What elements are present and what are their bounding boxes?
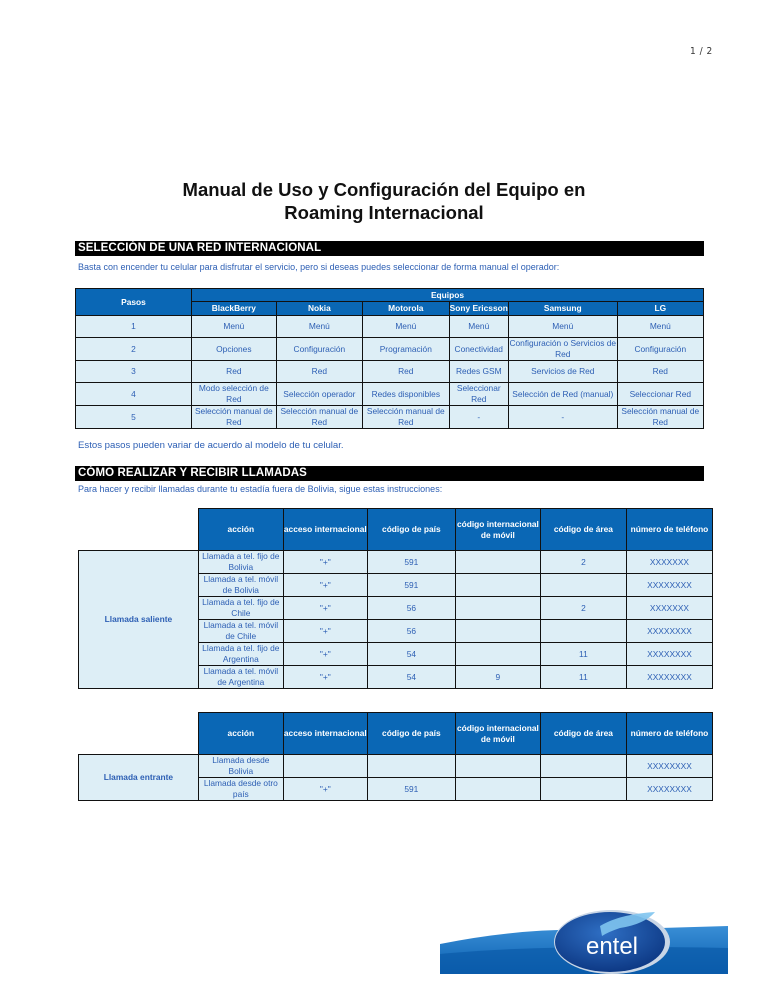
area-cell	[540, 778, 626, 801]
table-row	[76, 316, 704, 338]
title-line-1: Manual de Uso y Configuración del Equipo en	[182, 179, 586, 200]
header-brand: Sony Ericsson	[449, 302, 508, 316]
header-pais: código de país	[367, 713, 455, 755]
pais-cell: 591	[367, 551, 455, 574]
header-acceso: acceso internacional	[283, 509, 367, 551]
pais-cell: 591	[367, 574, 455, 597]
accion-cell: Llamada a tel. móvil de Argentina	[198, 666, 283, 689]
table-cell: Configuración	[617, 338, 703, 361]
acceso-cell: "+"	[283, 666, 367, 689]
acceso-cell: "+"	[283, 574, 367, 597]
table-cell: Selección operador	[276, 383, 362, 406]
table-cell: Selección manual de Red	[276, 406, 362, 429]
pais-cell: 591	[367, 778, 455, 801]
table-cell: Configuración o Servicios de Red	[509, 338, 617, 359]
incoming-calls-table	[78, 712, 713, 801]
table-cell: Menú	[276, 316, 362, 338]
pais-cell: 54	[367, 643, 455, 666]
step-number: 2	[76, 338, 192, 361]
accion-cell: Llamada a tel. fijo de Chile	[198, 597, 283, 620]
table-cell: Conectividad	[449, 338, 508, 361]
table-cell: -	[449, 406, 508, 429]
table-cell: Selección manual de Red	[363, 406, 449, 429]
header-numero: número de teléfono	[626, 509, 712, 551]
table-cell: Red	[617, 361, 703, 383]
table-cell: Menú	[192, 316, 277, 338]
outgoing-calls-table	[78, 508, 713, 689]
table-cell: -	[508, 406, 617, 429]
area-cell	[540, 574, 626, 597]
acceso-cell: "+"	[283, 643, 367, 666]
movil-cell	[455, 643, 540, 666]
section-intro-network: Basta con encender tu celular para disfrutar el servicio, pero si deseas puedes seleccionar de forma manual el operador:	[78, 262, 560, 272]
movil-cell	[455, 551, 540, 574]
movil-cell	[455, 755, 540, 778]
section-heading-calls: CÓMO REALIZAR Y RECIBIR LLAMADAS	[75, 466, 704, 481]
table-row	[79, 551, 713, 574]
table-row	[76, 338, 704, 361]
step-number: 3	[76, 361, 192, 383]
page-number: 1 / 2	[690, 46, 713, 57]
table-row	[79, 755, 713, 778]
table-cell: Redes GSM	[449, 361, 508, 383]
numero-cell: XXXXXXXX	[626, 755, 712, 778]
table-cell: Servicios de Red	[508, 361, 617, 383]
pais-cell: 56	[367, 620, 455, 643]
table-cell: Menú	[508, 316, 617, 338]
numero-cell: XXXXXXX	[626, 551, 712, 574]
header-brand: Motorola	[363, 302, 449, 316]
numero-cell: XXXXXXX	[626, 597, 712, 620]
entel-logo-banner	[440, 908, 728, 974]
header-movil: código internacional de móvil	[455, 509, 540, 551]
document-title	[130, 178, 638, 224]
area-cell: 11	[540, 666, 626, 689]
table-row	[76, 406, 704, 429]
header-accion: acción	[198, 713, 283, 755]
table-cell: Opciones	[192, 338, 277, 361]
accion-cell: Llamada a tel. móvil de Bolivia	[198, 574, 283, 597]
acceso-cell: "+"	[283, 778, 367, 801]
accion-cell: Llamada a tel. fijo de Bolivia	[198, 551, 283, 574]
accion-cell: Llamada a tel. móvil de Chile	[198, 620, 283, 643]
movil-cell	[455, 778, 540, 801]
numero-cell: XXXXXXXX	[626, 574, 712, 597]
accion-cell: Llamada a tel. fijo de Argentina	[198, 643, 283, 666]
area-cell: 2	[540, 597, 626, 620]
empty-corner	[79, 509, 199, 551]
header-brand: Nokia	[276, 302, 362, 316]
header-brand: LG	[617, 302, 703, 316]
acceso-cell: "+"	[283, 597, 367, 620]
header-pasos: Pasos	[76, 289, 192, 316]
area-cell	[540, 755, 626, 778]
table-cell: Red	[363, 361, 449, 383]
acceso-cell: "+"	[283, 620, 367, 643]
section-heading-network: SELECCIÓN DE UNA RED INTERNACIONAL	[75, 241, 704, 256]
header-brand: Samsung	[508, 302, 617, 316]
steps-note: Estos pasos pueden variar de acuerdo al modelo de tu celular.	[78, 440, 344, 451]
numero-cell: XXXXXXXX	[626, 778, 712, 801]
title-line-2: Roaming Internacional	[284, 202, 484, 223]
accion-cell: Llamada desde otro país	[198, 778, 283, 801]
movil-cell	[455, 574, 540, 597]
step-number: 1	[76, 316, 192, 338]
step-number: 5	[76, 406, 192, 429]
numero-cell: XXXXXXXX	[626, 666, 712, 689]
table-cell: Menú	[617, 316, 703, 338]
svg-text:entel: entel	[585, 933, 639, 960]
empty-corner	[79, 713, 199, 755]
numero-cell: XXXXXXXX	[626, 620, 712, 643]
pais-cell	[367, 755, 455, 778]
table-cell: Redes disponibles	[363, 383, 449, 406]
table-cell: Selección manual de Red	[617, 406, 703, 429]
table-cell: Configuración	[276, 338, 362, 361]
header-area: código de área	[540, 509, 626, 551]
numero-cell: XXXXXXXX	[626, 643, 712, 666]
acceso-cell	[283, 755, 367, 778]
movil-cell: 9	[455, 666, 540, 689]
entel-logo-icon	[440, 908, 728, 974]
pais-cell: 54	[367, 666, 455, 689]
header-brand: BlackBerry	[192, 302, 277, 316]
incoming-label: Llamada entrante	[79, 755, 199, 801]
table-cell: Red	[192, 361, 277, 383]
section-intro-calls: Para hacer y recibir llamadas durante tu estadía fuera de Bolivia, sigue estas instrucciones:	[78, 484, 443, 494]
area-cell	[540, 620, 626, 643]
area-cell: 11	[540, 643, 626, 666]
acceso-cell: "+"	[283, 551, 367, 574]
pais-cell: 56	[367, 597, 455, 620]
header-movil: código internacional de móvil	[455, 713, 540, 755]
table-cell: Menú	[363, 316, 449, 338]
table-row	[76, 361, 704, 383]
header-accion: acción	[198, 509, 283, 551]
table-cell: Selección manual de Red	[192, 406, 277, 429]
header-acceso: acceso internacional	[283, 713, 367, 755]
movil-cell	[455, 620, 540, 643]
table-cell: Programación	[363, 338, 449, 361]
table-row	[76, 383, 704, 406]
step-number: 4	[76, 383, 192, 406]
accion-cell: Llamada desde Bolivia	[198, 755, 283, 778]
table-cell: Seleccionar Red	[449, 383, 508, 406]
table-cell: Menú	[449, 316, 508, 338]
outgoing-label: Llamada saliente	[79, 551, 199, 689]
table-cell: Red	[276, 361, 362, 383]
header-equipos: Equipos	[192, 289, 704, 302]
table-cell: Selección de Red (manual)	[508, 383, 617, 406]
table-cell: Modo selección de Red	[192, 383, 277, 406]
network-selection-table	[75, 288, 704, 429]
movil-cell	[455, 597, 540, 620]
table-cell: Seleccionar Red	[617, 383, 703, 406]
header-area: código de área	[540, 713, 626, 755]
area-cell: 2	[540, 551, 626, 574]
header-pais: código de país	[367, 509, 455, 551]
header-numero: número de teléfono	[626, 713, 712, 755]
